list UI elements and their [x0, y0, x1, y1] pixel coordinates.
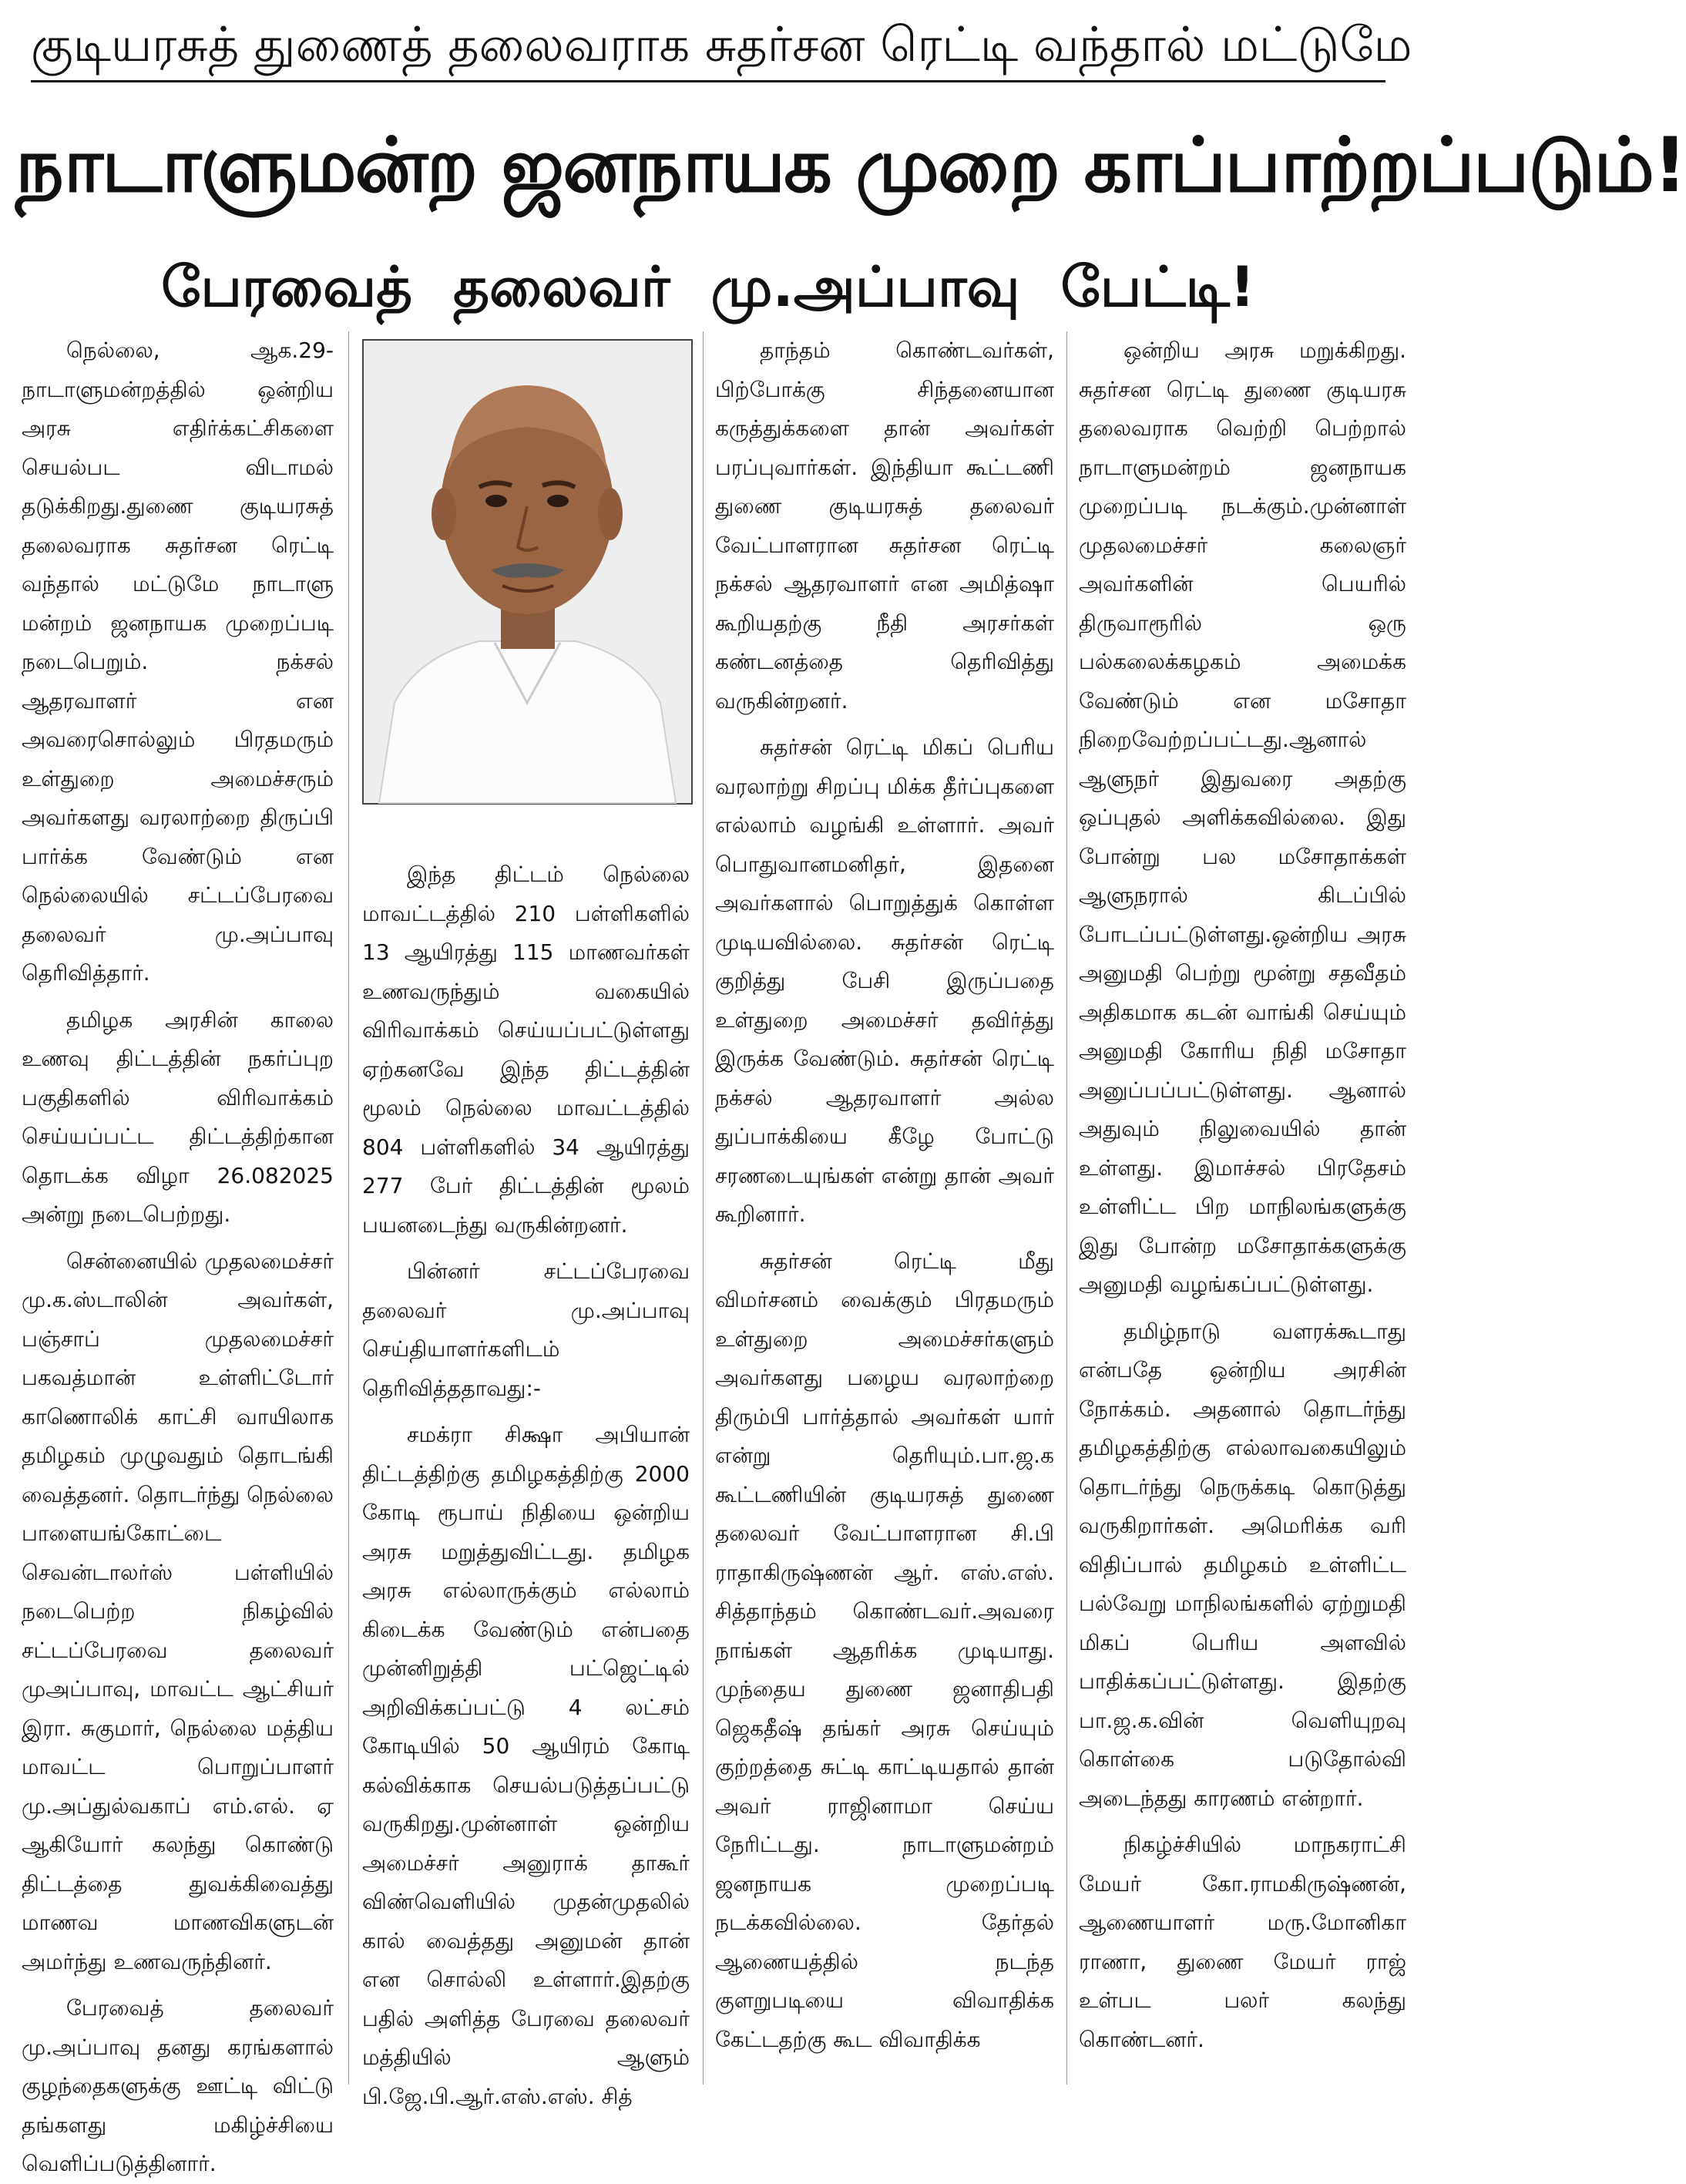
paragraph: தமிழ்நாடு வளரக்கூடாது என்பதே ஒன்றிய அரசின் நோக்கம். அதனால் தொடர்ந்து தமிழகத்திற்கு எல்லாவகையிலும் தொடர்ந்து நெருக்கடி கொடுத்து வருகிறார்கள். அமெரிக்க வரி விதிப்பால் தமிழகம் உள்ளிட்ட பல்வேறு மாநிலங்களில் ஏற்றுமதி மிகப் பெரிய அளவில் பாதிக்கப்பட்டுள்ளது. இதற்கு பா.ஜ.க.வின் வெளியுறவு கொள்கை படுதோல்வி அடைந்தது காரணம் என்றார். — [1079, 1318, 1406, 1811]
column-divider — [1066, 331, 1067, 2085]
paragraph: இந்த திட்டம் நெல்லை மாவட்டத்தில் 210 பள்ளிகளில் 13 ஆயிரத்து 115 மாணவர்கள் உணவருந்தும் வகையில் விரிவாக்கம் செய்யப்பட்டுள்ளது ஏற்கனவே இந்த திட்டத்தின் மூலம் நெல்லை மாவட்டத்தில் 804 பள்ளிகளில் 34 ஆயிரத்து 277 பேர் திட்டத்தின் மூலம் பயனடைந்து வருகின்றனர். — [362, 862, 690, 1238]
paragraph: பேரவைத் தலைவர் மு.அப்பாவு தனது கரங்களால் குழந்தைகளுக்கு ஊட்டி விட்டு தங்களது மகிழ்ச்சியை வெளிப்படுத்தினார். — [22, 1995, 334, 2176]
paragraph: ஒன்றிய அரசு மறுக்கிறது. சுதர்சன ரெட்டி துணை குடியரசு தலைவராக வெற்றி பெற்றால் நாடாளுமன்றம் ஜனநாயக முறைப்படி நடக்கும்.முன்னாள் முதலமைச்சர் கலைஞர் அவர்களின் பெயரில் திருவாரூரில் ஒரு பல்கலைக்கழகம் அமைக்க வேண்டும் என மசோதா நிறைவேற்றப்பட்டது.ஆனால் ஆளுநர் இதுவரை அதற்கு ஒப்புதல் அளிக்கவில்லை. இது போன்று பல மசோதாக்கள் ஆளுநரால் கிடப்பில் போடப்பட்டுள்ளது.ஒன்றிய அரசு அனுமதி பெற்று மூன்று சதவீதம் அதிகமாக கடன் வாங்கி செய்யும் அனுமதி கோரிய நிதி மசோதா அனுப்பப்பட்டுள்ளது. ஆனால் அதுவும் நிலுவையில் தான் உள்ளது. இமாச்சல் பிரதேசம் உள்ளிட்ட பிற மாநிலங்களுக்கு இது போன்ற மசோதாக்களுக்கு அனுமதி வழங்கப்பட்டுள்ளது. — [1079, 338, 1406, 1297]
sub-headline: பேரவைத் தலைவர் மு.அப்பாவு பேட்டி! — [161, 254, 1255, 319]
paragraph: சென்னையில் முதலமைச்சர் மு.க.ஸ்டாலின் அவர்கள், பஞ்சாப் முதலமைச்சர் பகவத்மான் உள்ளிட்டோர் காணொலிக் காட்சி வாயிலாக தமிழகம் முழுவதும் தொடங்கி வைத்தனர். தொடர்ந்து நெல்லை பாளையங்கோட்டை செவன்டாலர்ஸ் பள்ளியில் நடைபெற்ற நிகழ்வில் சட்டப்பேரவை தலைவர் முஅப்பாவு, மாவட்ட ஆட்சியர் இரா. சுகுமார், நெல்லை மத்திய மாவட்ட பொறுப்பாளர் மு.அப்துல்வகாப் எம்.எல். ஏ ஆகியோர் கலந்து கொண்டு திட்டத்தை துவக்கிவைத்து மாணவ மாணவிகளுடன் அமர்ந்து உணவருந்தினர். — [22, 1248, 334, 1974]
paragraph: நிகழ்ச்சியில் மாநகராட்சி மேயர் கோ.ராமகிருஷ்ணன், ஆணையாளர் மரு.மோனிகா ராணா, துணை மேயர் ராஜ் உள்பட பலர் கலந்து கொண்டனர். — [1079, 1832, 1406, 2052]
paragraph: சுதர்சன் ரெட்டி மீது விமர்சனம் வைக்கும் பிரதமரும் உள்துறை அமைச்சர்களும் அவர்களது பழைய வரலாற்றை திரும்பி பார்த்தால் அவர்கள் யார் என்று தெரியும்.பா.ஜ.க கூட்டணியின் குடியரசுத் துணை தலைவர் வேட்பாளரான சி.பி ராதாகிருஷ்ணன் ஆர். எஸ்.எஸ். சித்தாந்தம் கொண்டவர்.அவரை நாங்கள் ஆதரிக்க முடியாது. முந்தைய துணை ஜனாதிபதி ஜெகதீஷ் தங்கர் அரசு செய்யும் குற்றத்தை சுட்டி காட்டியதால் தான் அவர் ராஜினாமா செய்ய நேரிட்டது. நாடாளுமன்றம் ஜனநாயக முறைப்படி நடக்கவில்லை. தேர்தல் ஆணையத்தில் நடந்த குளறுபடியை விவாதிக்க கேட்டதற்கு கூட விவாதிக்க — [715, 1248, 1054, 2052]
article-column-4 — [1079, 331, 1406, 2085]
article-column-2 — [362, 855, 690, 2109]
kicker-headline: குடியரசுத் துணைத் தலைவராக சுதர்சன ரெட்டி வந்தால் மட்டுமே — [31, 9, 1385, 82]
article-column-1 — [22, 331, 334, 2176]
paragraph: சுதர்சன் ரெட்டி மிகப் பெரிய வரலாற்று சிறப்பு மிக்க தீர்ப்புகளை எல்லாம் வழங்கி உள்ளார். அவர் பொதுவானமனிதர், இதனை அவர்களால் பொறுத்துக் கொள்ள முடியவில்லை. சுதர்சன் ரெட்டி குறித்து பேசி இருப்பதை உள்துறை அமைச்சர் தவிர்த்து இருக்க வேண்டும். சுதர்சன் ரெட்டி நக்சல் ஆதரவாளர் அல்ல துப்பாக்கியை கீழே போட்டு சரணடையுங்கள் என்று தான் அவர் கூறினார். — [715, 734, 1054, 1227]
portrait-illustration — [364, 341, 691, 803]
paragraph: பின்னர் சட்டப்பேரவை தலைவர் மு.அப்பாவு செய்தியாளர்களிடம் தெரிவித்ததாவது:- — [362, 1258, 690, 1401]
paragraph: சமக்ரா சிக்ஷா அபியான் திட்டத்திற்கு தமிழகத்திற்கு 2000 கோடி ரூபாய் நிதியை ஒன்றிய அரசு மறுத்துவிட்டது. தமிழக அரசு எல்லாருக்கும் எல்லாம் கிடைக்க வேண்டும் என்பதை முன்னிறுத்தி பட்ஜெட்டில் அறிவிக்கப்பட்டு 4 லட்சம் கோடியில் 50 ஆயிரம் கோடி கல்விக்காக செயல்படுத்தப்பட்டு வருகிறது.முன்னாள் ஒன்றிய அமைச்சர் அனுராக் தாகூர் விண்வெளியில் முதன்முதலில் கால் வைத்தது அனுமன் தான் என சொல்லி உள்ளார்.இதற்கு பதில் அளித்த பேரவை தலைவர் மத்தியில் ஆளும் பி.ஜே.பி.ஆர்.எஸ்.எஸ். சித் — [362, 1422, 690, 2109]
article-column-3 — [715, 331, 1054, 2085]
column-divider — [703, 331, 704, 2085]
main-headline: நாடாளுமன்ற ஜனநாயக முறை காப்பாற்றப்படும்! — [15, 122, 1686, 210]
paragraph: தமிழக அரசின் காலை உணவு திட்டத்தின் நகர்ப்புற பகுதிகளில் விரிவாக்கம் செய்யப்பட்ட திட்டத்திற்கான தொடக்க விழா 26.082025 அன்று நடைபெற்றது. — [22, 1006, 334, 1227]
speaker-portrait-photo — [362, 339, 693, 805]
column-divider — [348, 331, 349, 2085]
paragraph: நெல்லை, ஆக.29- நாடாளுமன்றத்தில் ஒன்றிய அரசு எதிர்க்கட்சிகளை செயல்பட விடாமல் தடுக்கிறது.துணை குடியரசுத் தலைவராக சுதர்சன ரெட்டி வந்தால் மட்டுமே நாடாளு மன்றம் ஜனநாயக முறைப்படி நடைபெறும். நக்சல் ஆதரவாளர் என அவரைசொல்லும் பிரதமரும் உள்துறை அமைச்சரும் அவர்களது வரலாற்றை திருப்பி பார்க்க வேண்டும் என நெல்லையில் சட்டப்பேரவை தலைவர் மு.அப்பாவு தெரிவித்தார். — [22, 338, 334, 986]
paragraph: தாந்தம் கொண்டவர்கள், பிற்போக்கு சிந்தனையான கருத்துக்களை தான் அவர்கள் பரப்புவார்கள். இந்தியா கூட்டணி துணை குடியரசுத் தலைவர் வேட்பாளரான சுதர்சன ரெட்டி நக்சல் ஆதரவாளர் என அமித்ஷா கூறியதற்கு நீதி அரசர்கள் கண்டனத்தை தெரிவித்து வருகின்றனர். — [715, 338, 1054, 714]
